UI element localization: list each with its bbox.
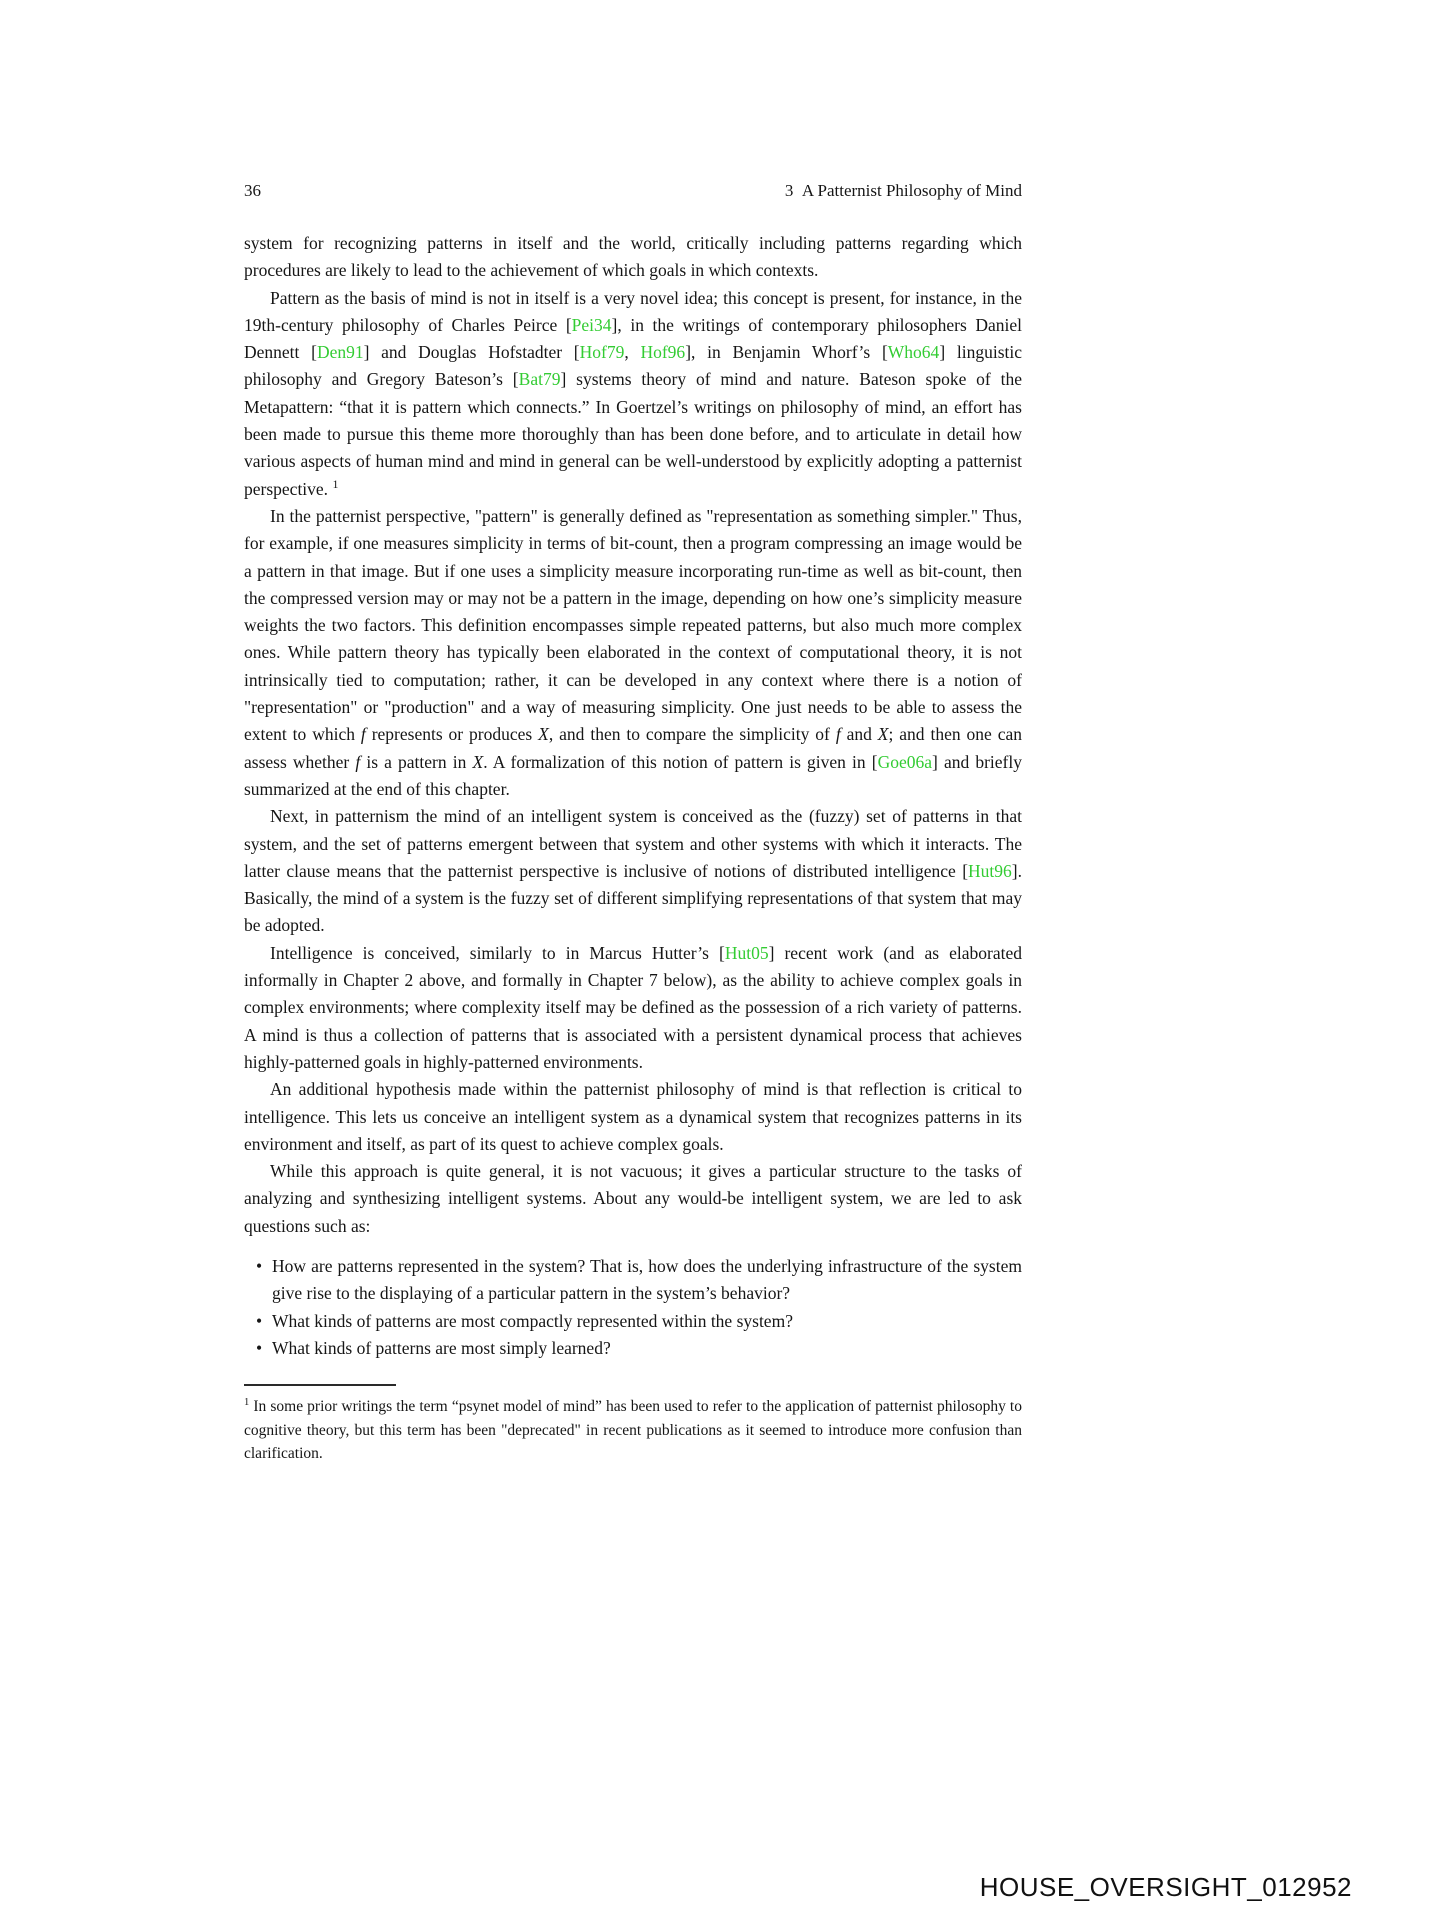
text-run: Intelligence is conceived, similarly to in Marcus Hutter’s [ [270, 942, 725, 963]
math-variable: f [360, 724, 366, 745]
bullet-item [244, 1335, 1022, 1362]
text-run: What kinds of patterns are most compactly represented within the system? [272, 1310, 793, 1331]
text-run: In some prior writings the term “psynet model of mind” has been used to refer to the application of patternist philosophy to cognitive theory, but this term has been "deprecated" in recent publications as it seemed to introduce more confusion than clarification. [244, 1398, 1022, 1463]
body-text [244, 230, 1022, 1240]
paragraph [244, 803, 1022, 939]
citation: Hof79 [579, 342, 625, 363]
math-variable: X [472, 751, 484, 772]
bullet-item [244, 1308, 1022, 1335]
text-run: . A formalization of this notion of pattern is given in [ [483, 751, 878, 772]
running-title: 3 A Patternist Philosophy of Mind [784, 181, 1022, 200]
citation: Hut05 [724, 942, 769, 963]
bullet-text [272, 1256, 1022, 1303]
page-header [244, 181, 1022, 201]
math-variable: f [355, 751, 361, 772]
text-run: What kinds of patterns are most simply learned? [272, 1337, 611, 1358]
paragraph [244, 230, 1022, 285]
text-run: ], in Benjamin Whorf’s [ [685, 342, 888, 363]
text-run: How are patterns represented in the system? That is, how does the underlying infrastructure of the system give rise to the displaying of a particular pattern in the system’s behavior? [272, 1255, 1022, 1304]
text-run: ] linguistic philosophy and Gregory Bateson’s [ [244, 342, 1023, 390]
text-run: Pattern as the basis of mind is not in itself is a very novel idea; this concept is present, for instance, in the 19th-century philosophy of Charles Peirce [ [244, 287, 1022, 335]
paragraph [244, 1076, 1022, 1158]
bullet-text [272, 1311, 793, 1331]
text-run: ] and Douglas Hofstadter [ [363, 342, 580, 363]
page-content [244, 230, 1022, 1466]
text-run: ; and then one can assess whether [244, 724, 1022, 772]
footnote-marker: 1 [244, 1397, 250, 1409]
math-variable: X [877, 724, 889, 745]
bates-stamp: HOUSE_OVERSIGHT_012952 [979, 1872, 1352, 1902]
bullet-item [244, 1253, 1022, 1308]
text-run: In the patternist perspective, "pattern" is generally defined as "representation as something simpler." Thus, for example, if one measures simplicity in terms of bit-count, then a program compressing an image would be a pattern in that image. But if one uses a simplicity measure incorporating run-time as well as bit-count, then the compressed version may or may not be a pattern in the image, depending on how one’s simplicity measure weights the two factors. This definition encompasses simple repeated patterns, but also much more complex ones. While pattern theory has typically been elaborated in the context of computational theory, it is not intrinsically tied to computation; rather, it can be developed in any context where there is a notion of "representation" or "production" and a way of measuring simplicity. One just needs to be able to assess the extent to which [244, 505, 1022, 745]
text-run: is a pattern in [360, 751, 473, 772]
footnote-reference: 1 [332, 476, 339, 491]
text-run: ] systems theory of mind and nature. Bateson spoke of the Metapattern: “that it is pattern which connects.” In Goertzel’s writings on philosophy of mind, an effort has been made to pursue this theme more thoroughly than has been done before, and to articulate in detail how various aspects of human mind and mind in general can be well-understood by explicitly adopting a patternist perspective. [244, 369, 1022, 499]
text-run: ] recent work (and as elaborated informally in Chapter 2 above, and formally in Chapter 7 below), as the ability to achieve complex goals in complex environments; where complexity itself may be defined as the possession of a rich variety of patterns. A mind is thus a collection of patterns that is associated with a persistent dynamical process that achieves highly-patterned goals in highly-patterned environments. [244, 942, 1022, 1072]
text-run: While this approach is quite general, it is not vacuous; it gives a particular structure to the tasks of analyzing and synthesizing intelligent systems. About any would-be intelligent system, we are led to ask questions such as: [244, 1161, 1022, 1236]
citation: Den91 [316, 342, 364, 363]
text-run: ] and briefly summarized at the end of this chapter. [244, 751, 1022, 799]
bullet-icon: • [256, 1255, 263, 1276]
citation: Hof96 [640, 342, 686, 363]
citation: Bat79 [518, 369, 561, 390]
math-variable: X [538, 724, 549, 745]
text-run: Next, in patternism the mind of an intelligent system is conceived as the (fuzzy) set of patterns in that system, and the set of patterns emergent between that system and other systems with which it interacts. The latter clause means that the patternist perspective is inclusive of notions of distributed intelligence [ [244, 806, 1022, 881]
text-run: ]. Basically, the mind of a system is the fuzzy set of different simplifying representations of that system that may be adopted. [244, 860, 1022, 936]
text-run: and [840, 724, 878, 745]
footnote-text [244, 1395, 1022, 1466]
paragraph [244, 285, 1022, 503]
math-variable: f [835, 724, 841, 745]
paragraph [244, 1158, 1022, 1240]
bullet-icon: • [256, 1337, 263, 1358]
text-run: An additional hypothesis made within the patternist philosophy of mind is that reflection is critical to intelligence. This lets us conceive an intelligent system as a dynamical system that recognizes patterns in its environment and itself, as part of its quest to achieve complex goals. [244, 1079, 1022, 1154]
bullet-icon: • [256, 1310, 263, 1331]
text-run: represents or produces [365, 724, 539, 745]
text-run: ], in the writings of contemporary philosophers Daniel Dennett [ [244, 314, 1022, 363]
paragraph [244, 940, 1022, 1076]
bullet-text [272, 1338, 611, 1358]
bullet-list [244, 1253, 1022, 1362]
text-run: , and then to compare the simplicity of [548, 724, 836, 745]
page-number: 36 [244, 181, 261, 200]
citation: Pei34 [571, 314, 612, 335]
paragraph [244, 503, 1022, 803]
footnote-rule [244, 1384, 396, 1386]
citation: Goe06a [877, 751, 933, 772]
text-run: system for recognizing patterns in itself and the world, critically including patterns regarding which procedures are likely to lead to the achievement of which goals in which contexts. [244, 233, 1022, 281]
citation: Hut96 [968, 860, 1012, 881]
text-run: , [624, 342, 641, 363]
citation: Who64 [887, 342, 940, 363]
